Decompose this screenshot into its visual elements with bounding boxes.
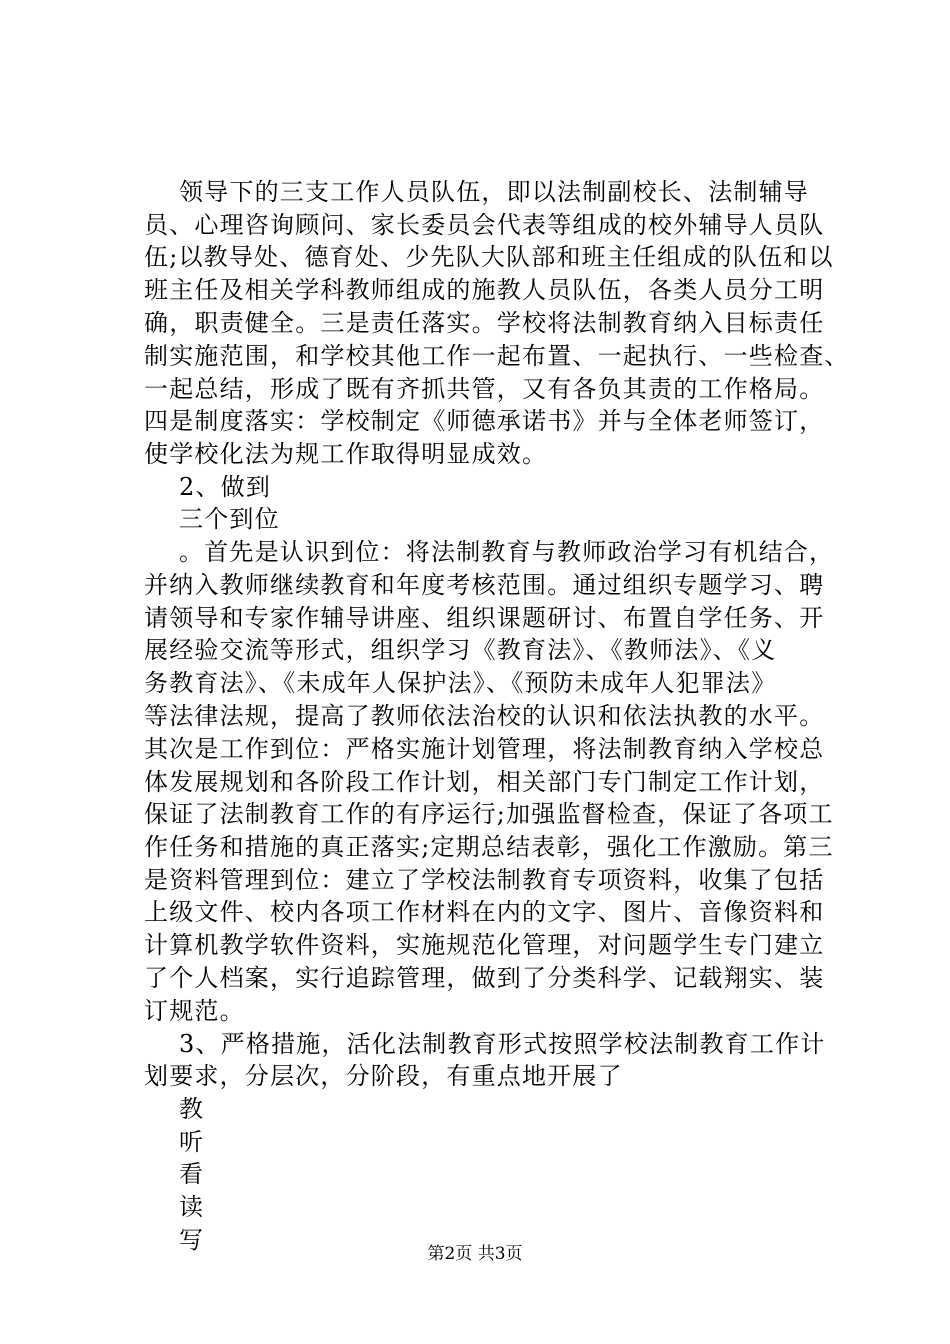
text-line: 并纳入教师继续教育和年度考核范围。通过组织专题学习、聘: [144, 571, 825, 599]
text-line: 一起总结，形成了既有齐抓共管，又有各负其责的工作格局。: [144, 375, 825, 403]
text-line: 上级文件、校内各项工作材料在内的文字、图片、音像资料和: [144, 898, 825, 926]
text-line: 计算机教学软件资料，实施规范化管理，对问题学生专门建立: [144, 931, 825, 959]
text-line: 订规范。: [144, 997, 245, 1025]
text-line: 等法律法规，提高了教师依法治校的认识和依法执教的水平。: [144, 702, 825, 730]
vertical-char: 听: [179, 1128, 205, 1156]
text-line: 伍;以教导处、德育处、少先队大队部和班主任组成的队伍和以: [144, 243, 834, 271]
text-line: 务教育法》、《未成年人保护法》、《预防未成年人犯罪法》: [144, 669, 777, 697]
text-line: 制实施范围，和学校其他工作一起布置、一起执行、一些检查、: [144, 342, 850, 370]
text-line: 3、严格措施，活化法制教育形式按照学校法制教育工作计: [179, 1030, 826, 1058]
page-number-footer: 第2页 共3页: [427, 1244, 523, 1264]
vertical-char: 教: [179, 1095, 205, 1123]
text-line: 体发展规划和各阶段工作计划，相关部门专门制定工作计划，: [144, 768, 825, 796]
text-line: 是资料管理到位：建立了学校法制教育专项资料，收集了包括: [144, 866, 825, 894]
text-line: 四是制度落实：学校制定《师德承诺书》并与全体老师签订，: [144, 407, 825, 435]
section-subheading: 三个到位: [179, 505, 280, 533]
text-line: 保证了法制教育工作的有序运行;加强监督检查，保证了各项工: [144, 800, 834, 828]
text-line: 请领导和专家作辅导讲座、组织课题研讨、布置自学任务、开: [144, 604, 825, 632]
vertical-char: 看: [179, 1160, 205, 1188]
vertical-char: 写: [179, 1226, 205, 1254]
section-heading: 2、做到: [179, 473, 272, 501]
text-line: 作任务和措施的真正落实;定期总结表彰，强化工作激励。第三: [144, 833, 834, 861]
text-line: 确，职责健全。三是责任落实。学校将法制教育纳入目标责任: [144, 309, 825, 337]
text-line: 使学校化法为规工作取得明显成效。: [144, 440, 548, 468]
text-line: 了个人档案，实行追踪管理，做到了分类科学、记载翔实、装: [144, 964, 825, 992]
text-line: 员、心理咨询顾问、家长委员会代表等组成的校外辅导人员队: [144, 211, 825, 239]
text-line: 展经验交流等形式，组织学习《教育法》、《教师法》、《义: [144, 636, 777, 664]
text-line: 。首先是认识到位：将法制教育与教师政治学习有机结合，: [179, 538, 835, 566]
text-line: 划要求，分层次，分阶段，有重点地开展了: [144, 1062, 623, 1090]
text-line: 领导下的三支工作人员队伍，即以法制副校长、法制辅导: [179, 178, 809, 206]
text-line: 其次是工作到位：严格实施计划管理，将法制教育纳入学校总: [144, 735, 825, 763]
text-line: 班主任及相关学科教师组成的施教人员队伍，各类人员分工明: [144, 276, 825, 304]
vertical-char: 读: [179, 1193, 205, 1221]
